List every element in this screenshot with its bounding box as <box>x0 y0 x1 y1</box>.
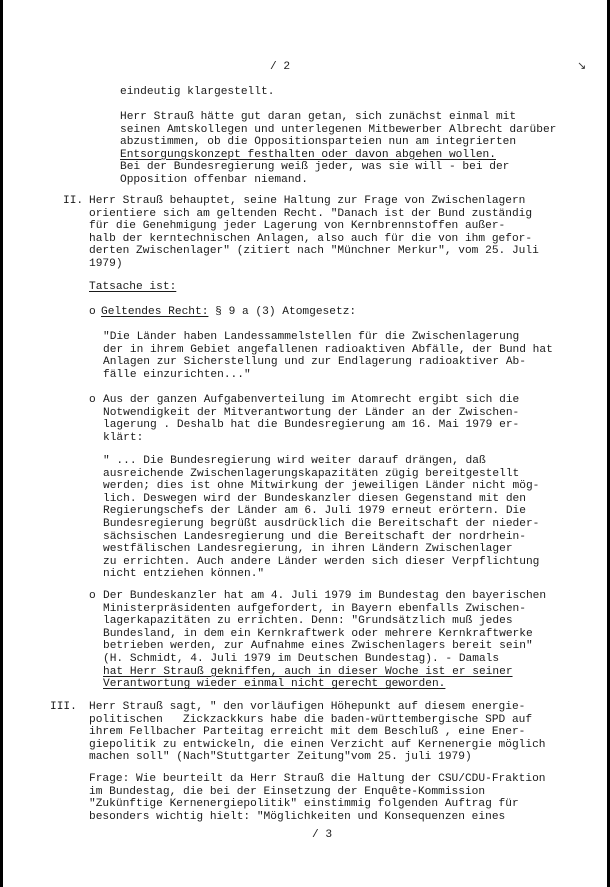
text-line: fälle einzurichten..." <box>103 368 251 381</box>
text-line: ihrem Fellbacher Parteitag erreicht mit dem Beschluß , eine Ener- <box>89 726 526 739</box>
text-line: der in ihrem Gebiet angefallenen radioaktiven Abfälle, der Bund hat <box>103 343 553 356</box>
text-line: ausreichende Zwischenlagerungskapazitäten zügig bereitgestellt <box>103 467 520 480</box>
text-line: Herr Strauß sagt, " den vorläufigen Höhepunkt auf diesem energie- <box>89 701 526 713</box>
text-line: Herr Strauß hätte gut daran getan, sich zunächst einmal mit <box>120 111 517 123</box>
text-line: werden; dies ist ohne Mitwirkung der jeweiligen Länder nicht mög- <box>103 480 540 493</box>
section-numeral-ii: II. <box>63 195 84 207</box>
section-iii-paragraph <box>89 701 546 764</box>
tatsache-heading: Tatsache ist: <box>89 281 177 293</box>
text-line: "Die Länder haben Landessammelstellen für die Zwischenlagerung <box>103 331 520 343</box>
text-line: Bundesland, in dem ein Kernkraftwerk oder mehrere Kernkraftwerke <box>103 627 533 640</box>
page-footer-number: / 3 <box>312 829 333 841</box>
intro-paragraph <box>120 111 556 187</box>
text-line: (H. Schmidt, 4. Juli 1979 im Deutschen Bundestag). - Damals <box>103 652 500 665</box>
section-numeral-iii: III. <box>50 701 77 713</box>
text-line: nicht entziehen können." <box>103 568 265 581</box>
text-line: im Bundestag, die bei der Einsetzung der Enquête-Kommission <box>89 785 486 798</box>
legal-reference-title: Geltendes Recht: <box>101 306 209 318</box>
text-line: 1979) <box>89 257 123 270</box>
bullet-marker: o <box>89 590 96 602</box>
text-line: giepolitik zu entwickeln, die einen Verzicht auf Kernenergie möglich <box>89 738 546 751</box>
text-line: halb der kerntechnischen Anlagen, also auch für die von ihm gefor- <box>89 232 533 245</box>
bullet-marker: o <box>89 394 96 406</box>
legal-reference-citation: § 9 a (3) Atomgesetz: <box>208 306 357 318</box>
bullet-aufgabenverteilung <box>103 394 519 444</box>
text-line: Bei der Bundesregierung weiß jeder, was sie will - bei der <box>120 161 510 174</box>
text-line-underlined: hat Herr Strauß gekniffen, auch in dieser Woche ist er seiner <box>103 665 513 678</box>
text-line: Opposition offenbar niemand. <box>120 173 308 186</box>
text-line: lagerung . Deshalb hat die Bundesregierung am 16. Mai 1979 er- <box>103 419 520 432</box>
text-line: Notwendigkeit der Mitverantwortung der Länder an der Zwischen- <box>103 406 520 419</box>
text-line: zu errichten. Auch andere Länder werden sich dieser Verpflichtung <box>103 555 540 568</box>
intro-line: eindeutig klargestellt. <box>120 86 275 98</box>
bullet-marker: o <box>89 306 96 318</box>
text-line: klärt: <box>103 431 144 444</box>
text-line: machen soll" (Nach"Stuttgarter Zeitung"vom 25. juli 1979) <box>89 751 472 764</box>
text-line: orientiere sich am geltenden Recht. "Danach ist der Bund zuständig <box>89 207 533 220</box>
text-line: "Zukünftige Kernenergiepolitik" einstimmig folgenden Auftrag für <box>89 798 519 811</box>
text-line: westfälischen Landesregierung, in ihren Ländern Zwischenlager <box>103 543 513 556</box>
text-line-underlined: Entsorgungskonzept festhalten oder davon abgehen wollen. <box>120 148 496 161</box>
text-line: Frage: Wie beurteilt da Herr Strauß die Haltung der CSU/CDU-Fraktion <box>89 773 546 785</box>
quote-bundesregierung <box>103 455 539 581</box>
frage-paragraph <box>89 773 546 823</box>
scan-border-left <box>0 0 3 887</box>
section-ii-paragraph <box>89 195 539 271</box>
text-line: Der Bundeskanzler hat am 4. Juli 1979 im Bundestag den bayerischen <box>103 590 547 602</box>
text-line: " ... Die Bundesregierung wird weiter darauf drängen, daß <box>103 455 486 467</box>
text-line: politischen Zickzackkurs habe die baden-württembergische SPD auf <box>89 713 533 726</box>
text-line: Herr Strauß behauptet, seine Haltung zur Frage von Zwischenlagern <box>89 195 526 207</box>
text-line: besonders wichtig hielt: "Möglichkeiten und Konsequenzen eines <box>89 810 506 823</box>
legal-reference <box>101 306 356 319</box>
text-line: Ministerpräsidenten aufgefordert, in Bayern ebenfalls Zwischen- <box>103 602 526 615</box>
text-line: sächsischen Landesregierung und die Bereitschaft der nordrhein- <box>103 530 526 543</box>
text-line: lich. Deswegen wird der Bundeskanzler diesen Gegenstand mit den <box>103 492 526 505</box>
bullet-bundeskanzler <box>103 590 546 691</box>
text-line-underlined: Verantwortung wieder einmal nicht gerecht geworden. <box>103 678 446 691</box>
text-line: für die Genehmigung jeder Lagerung von Kernbrennstoffen außer- <box>89 220 506 233</box>
margin-mark: ↘ <box>577 59 587 72</box>
text-line: betrieben werden, zur Aufnahme eines Zwischenlagers bereit sein" <box>103 640 533 653</box>
text-line: Aus der ganzen Aufgabenverteilung im Atomrecht ergibt sich die <box>103 394 520 406</box>
text-line: seinen Amtskollegen und unterlegenen Mitbewerber Albrecht darüber <box>120 123 557 136</box>
text-line: derten Zwischenlager" (zitiert nach "Münchner Merkur", vom 25. Juli <box>89 245 539 258</box>
text-line: Anlagen zur Sicherstellung und zur Endlagerung radioaktiver Ab- <box>103 356 526 369</box>
text-line: abzustimmen, ob die Oppositionsparteien nun am integrierten <box>120 136 517 149</box>
text-line: Bundesregierung begrüßt ausdrücklich die Bereitschaft der nieder- <box>103 517 540 530</box>
text-line: Regierungschefs der Länder am 6. Juli 1979 erneut erörtern. Die <box>103 505 526 518</box>
quote-atomgesetz <box>103 331 553 381</box>
page-header-number: / 2 <box>270 61 291 73</box>
text-line: lagerkapazitäten zu errichten. Denn: "Grundsätzlich muß jedes <box>103 615 513 628</box>
